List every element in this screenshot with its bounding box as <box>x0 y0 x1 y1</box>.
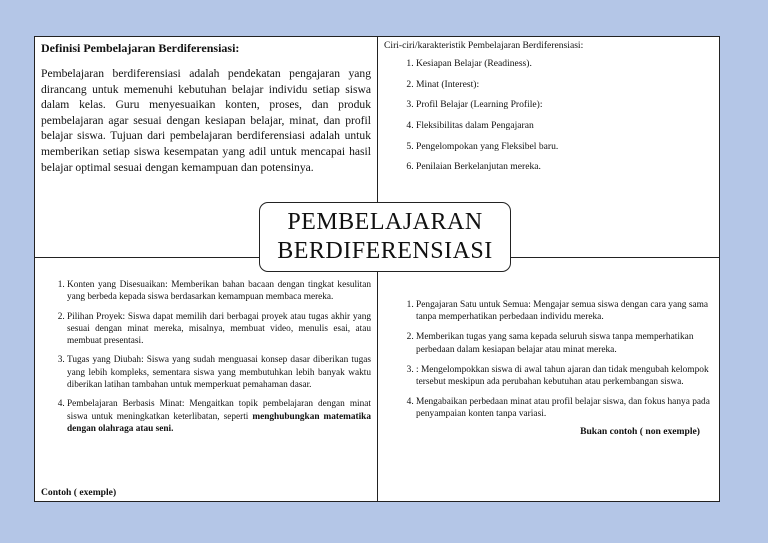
list-item: 5. Pengelompokan yang Fleksibel baru. <box>416 140 714 154</box>
list-item: 2. Memberikan tugas yang sama kepada seluruh siswa tanpa memperhatikan perbedaan dalam kesiapan belajar atau minat mereka. <box>416 331 714 356</box>
center-title-line-2: BERDIFERENSIASI <box>277 238 493 264</box>
non-examples-list <box>384 299 714 421</box>
center-title-box <box>259 202 511 272</box>
examples-label: Contoh ( exemple) <box>41 487 117 498</box>
definition-title: Definisi Pembelajaran Berdiferensiasi: <box>41 41 240 55</box>
list-item: 4. Mengabaikan perbedaan minat atau profil belajar siswa, dan fokus hanya pada penyampaian konten tanpa variasi. <box>416 396 714 421</box>
frayer-model-sheet <box>34 36 720 502</box>
non-examples-quadrant <box>384 299 714 437</box>
list-item: 1. Pengajaran Satu untuk Semua: Mengajar semua siswa dengan cara yang sama tanpa memperhatikan perbedaan individu mereka. <box>416 299 714 324</box>
examples-list <box>41 279 371 435</box>
definition-quadrant <box>41 41 371 175</box>
list-item: 4. Fleksibilitas dalam Pengajaran <box>416 119 714 133</box>
example-4-text: Pembelajaran Berbasis Minat: Mengaitkan topik pembelajaran dengan minat siswa untuk meningkatkan keterlibatan, seperti <box>67 399 371 422</box>
center-title-line-1: PEMBELAJARAN <box>287 209 483 235</box>
list-item: 2. Minat (Interest): <box>416 78 714 92</box>
list-item: 3. Tugas yang Diubah: Siswa yang sudah menguasai konsep dasar diberikan tugas yang lebih kompleks, sementara siswa yang membutuhkan lebih banyak waktu diberikan latihan tambahan untuk memperkuat pemahaman dasar. <box>67 354 371 391</box>
list-item: 3. Profil Belajar (Learning Profile): <box>416 98 714 112</box>
examples-quadrant <box>41 279 371 498</box>
characteristics-quadrant <box>384 40 714 181</box>
list-item: 1. Kesiapan Belajar (Readiness). <box>416 57 714 71</box>
list-item <box>67 398 371 435</box>
characteristics-list <box>384 57 714 174</box>
list-item: 2. Pilihan Proyek: Siswa dapat memilih dari berbagai proyek atau tugas akhir yang sesuai dengan minat mereka, misalnya, membuat video, menulis esai, atau membuat presentasi. <box>67 311 371 348</box>
list-item: 3. : Mengelompokkan siswa di awal tahun ajaran dan tidak mengubah kelompok tersebut meskipun ada perubahan kebutuhan atau perkembangan siswa. <box>416 364 714 389</box>
list-item: 6. Penilaian Berkelanjutan mereka. <box>416 160 714 174</box>
list-item: 1. Konten yang Disesuaikan: Memberikan bahan bacaan dengan tingkat kesulitan yang berbeda kepada siswa berdasarkan kemampuan membaca mereka. <box>67 279 371 304</box>
definition-body: Pembelajaran berdiferensiasi adalah pendekatan pengajaran yang dirancang untuk memenuhi kebutuhan belajar individu setiap siswa dalam kelas. Guru menyesuaikan konten, proses, dan produk pembelajaran agar sesuai dengan kesiapan belajar, minat, dan profil belajar siswa. Tujuan dari pembelajaran berdiferensiasi adalah untuk memberikan setiap siswa kesempatan yang adil untuk mencapai hasil belajar optimal sesuai dengan kemampuan dan potensinya. <box>41 67 371 174</box>
non-examples-label: Bukan contoh ( non exemple) <box>580 426 700 438</box>
example-4-emphasis: menghubungkan matematika dengan olahraga atau seni. <box>67 411 371 434</box>
characteristics-title: Ciri-ciri/karakteristik Pembelajaran Berdiferensiasi: <box>384 40 584 51</box>
